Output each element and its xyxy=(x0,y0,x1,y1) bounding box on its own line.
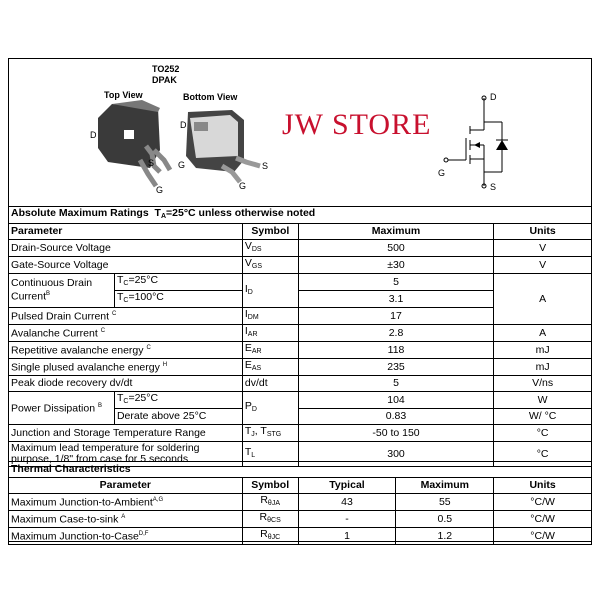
package-drawing xyxy=(0,0,600,200)
absolute-header-row: Parameter Symbol Maximum Units xyxy=(9,224,592,240)
top-view-pin-d: D xyxy=(90,130,97,140)
absolute-ratings-table xyxy=(8,206,592,467)
top-view-pin-g: G xyxy=(156,185,164,195)
table-row: Maximum Junction-to-Case$^{D,F}$ $R_{\theta JC}$ 1 1.2 °C/W xyxy=(9,528,592,545)
top-view-label: Top View xyxy=(104,90,143,100)
table-row: Gate-Source Voltage $V_{GS}$ ±30 V xyxy=(9,257,592,274)
table-row: Continuous Drain Current$^B$ $T_C=25^\circ C$ $I_D$ 5 A xyxy=(9,274,592,291)
table-row: Maximum Case-to-sink $^A$ $R_{\theta CS}$ - 0.5 °C/W xyxy=(9,511,592,528)
bottom-view-pin-g2: G xyxy=(239,181,247,191)
table-row: Maximum lead temperature for soldering purpose, 1/8" from case for 5 seconds $T_L$ 300 °C xyxy=(9,442,592,467)
store-name: JW STORE xyxy=(282,108,432,141)
bottom-view-pin-d: D xyxy=(180,120,187,130)
table-row: Peak diode recovery dv/dt dv/dt 5 V/ns xyxy=(9,376,592,392)
top-view-pin-s: S xyxy=(148,158,155,168)
package-alias: DPAK xyxy=(152,75,177,85)
table-row: Maximum Junction-to-Ambient$^{A,G}$ $R_{\theta JA}$ 43 55 °C/W xyxy=(9,494,592,511)
table-row: $T_C=100^\circ C$ 3.1 xyxy=(9,291,592,308)
thermal-title: Thermal Characteristics xyxy=(9,462,592,478)
table-row: Single plused avalanche energy $^H$ $E_{AS}$ 235 mJ xyxy=(9,359,592,376)
thermal-header-row: Parameter Symbol Typical Maximum Units xyxy=(9,478,592,494)
table-row: Repetitive avalanche energy $^C$ $E_{AR}$ 118 mJ xyxy=(9,342,592,359)
symbol-pin-g: G xyxy=(438,168,446,178)
table-row: Drain-Source Voltage $V_{DS}$ 500 V xyxy=(9,240,592,257)
table-row: Pulsed Drain Current $^C$ $I_{DM}$ 17 xyxy=(9,308,592,325)
bottom-view-pin-s: S xyxy=(262,161,269,171)
package-name: TO252 xyxy=(152,64,180,74)
table-row: Derate above 25°C 0.83 W/ °C xyxy=(9,409,592,425)
bottom-view-label: Bottom View xyxy=(183,92,238,102)
table-row: Avalanche Current $^C$ $I_{AR}$ 2.8 A xyxy=(9,325,592,342)
symbol-pin-d: D xyxy=(490,92,497,102)
table-row: Power Dissipation $^B$ $T_C=25^\circ C$ $P_D$ 104 W xyxy=(9,392,592,409)
absolute-title-row: Absolute Maximum Ratings $T_A=25^\circ C$ unless otherwise noted xyxy=(9,207,592,224)
thermal-title-row xyxy=(9,462,592,478)
thermal-table xyxy=(8,461,592,545)
symbol-pin-s: S xyxy=(490,182,497,192)
bottom-view-pin-g: G xyxy=(178,160,186,170)
absolute-title: Absolute Maximum Ratings xyxy=(11,207,149,219)
table-row: Junction and Storage Temperature Range $T_J$, $T_{STG}$ -50 to 150 °C xyxy=(9,425,592,442)
